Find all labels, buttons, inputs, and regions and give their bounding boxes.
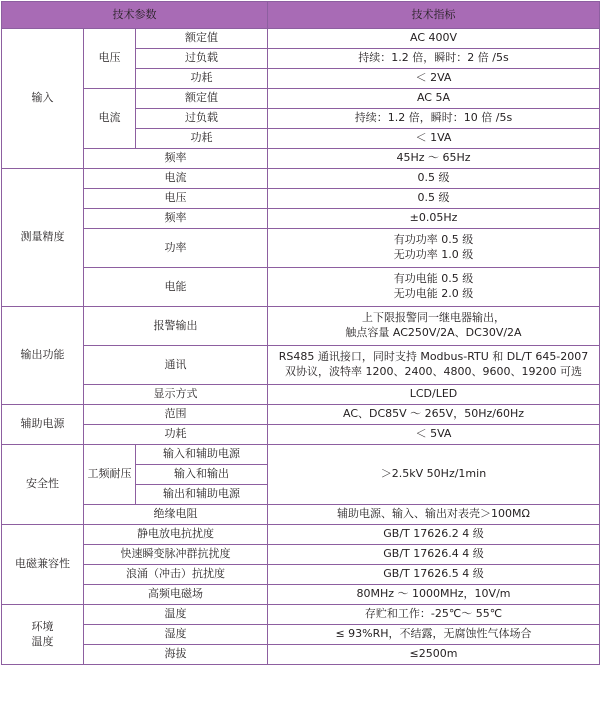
row-label-5-0-1: 快速瞬变脉冲群抗扰度 xyxy=(84,545,268,565)
row-value-2-0-0: 上下限报警同一继电器输出， 触点容量 AC250V/2A、DC30V/2A xyxy=(268,307,600,346)
row-label-4-0-0: 输入和辅助电源 xyxy=(136,445,268,465)
header-technical-parameters: 技术参数 xyxy=(2,2,268,29)
table-row xyxy=(2,385,600,405)
row-label-0-0-0: 额定值 xyxy=(136,29,268,49)
section-label-2: 输出功能 xyxy=(2,307,84,405)
table-row xyxy=(2,209,600,229)
row-value-1-0-4: 有功电能 0.5 级 无功电能 2.0 级 xyxy=(268,268,600,307)
specifications-table xyxy=(1,1,600,665)
row-label-1-0-3: 功率 xyxy=(84,229,268,268)
row-value-5-0-2: GB/T 17626.5 4 级 xyxy=(268,565,600,585)
row-label-0-1-2: 功耗 xyxy=(136,129,268,149)
table-row xyxy=(2,346,600,385)
row-value-0-2-0: 45Hz ～ 65Hz xyxy=(268,149,600,169)
row-label-0-1-1: 过负载 xyxy=(136,109,268,129)
section-label-4: 安全性 xyxy=(2,445,84,525)
row-label-1-0-4: 电能 xyxy=(84,268,268,307)
table-row xyxy=(2,505,600,525)
row-label-4-1-0: 绝缘电阻 xyxy=(84,505,268,525)
table-row xyxy=(2,405,600,425)
table-row xyxy=(2,625,600,645)
row-value-0-0-1: 持续：1.2 倍，瞬时：2 倍 /5s xyxy=(268,49,600,69)
row-label-4-0-1: 输入和输出 xyxy=(136,465,268,485)
section-label-6: 环境 温度 xyxy=(2,605,84,665)
table-row xyxy=(2,307,600,346)
table-row xyxy=(2,565,600,585)
row-value-5-0-0: GB/T 17626.2 4 级 xyxy=(268,525,600,545)
row-label-3-0-1: 功耗 xyxy=(84,425,268,445)
row-value-0-1-1: 持续：1.2 倍，瞬时：10 倍 /5s xyxy=(268,109,600,129)
row-label-5-0-2: 浪涌（冲击）抗扰度 xyxy=(84,565,268,585)
table-row xyxy=(2,445,600,465)
row-value-5-0-1: GB/T 17626.4 4 级 xyxy=(268,545,600,565)
row-value-0-1-0: AC 5A xyxy=(268,89,600,109)
table-row xyxy=(2,585,600,605)
table-row xyxy=(2,545,600,565)
table-row xyxy=(2,149,600,169)
table-row xyxy=(2,605,600,625)
row-label-2-0-2: 显示方式 xyxy=(84,385,268,405)
row-label-5-0-0: 静电放电抗扰度 xyxy=(84,525,268,545)
section-label-0: 输入 xyxy=(2,29,84,169)
group-label-0-0: 电压 xyxy=(84,29,136,89)
table-row xyxy=(2,89,600,109)
row-label-2-0-0: 报警输出 xyxy=(84,307,268,346)
table-row xyxy=(2,645,600,665)
table-header-row xyxy=(2,2,600,29)
row-value-6-0-1: ≤ 93%RH，不结露，无腐蚀性气体场合 xyxy=(268,625,600,645)
row-value-0-0-0: AC 400V xyxy=(268,29,600,49)
row-value-0-0-2: ＜ 2VA xyxy=(268,69,600,89)
row-value-1-0-0: 0.5 级 xyxy=(268,169,600,189)
section-label-1: 测量精度 xyxy=(2,169,84,307)
row-label-0-0-2: 功耗 xyxy=(136,69,268,89)
row-value-3-0-0: AC、DC85V ～ 265V，50Hz/60Hz xyxy=(268,405,600,425)
row-value-4-0-0: ＞2.5kV 50Hz/1min xyxy=(268,445,600,505)
table-row xyxy=(2,525,600,545)
row-label-1-0-2: 频率 xyxy=(84,209,268,229)
row-value-2-0-2: LCD/LED xyxy=(268,385,600,405)
table-row xyxy=(2,268,600,307)
row-value-1-0-2: ±0.05Hz xyxy=(268,209,600,229)
section-label-3: 辅助电源 xyxy=(2,405,84,445)
section-label-5: 电磁兼容性 xyxy=(2,525,84,605)
row-value-3-0-1: ＜ 5VA xyxy=(268,425,600,445)
row-label-6-0-1: 湿度 xyxy=(84,625,268,645)
row-label-2-0-1: 通讯 xyxy=(84,346,268,385)
row-value-6-0-0: 存贮和工作：-25℃～ 55℃ xyxy=(268,605,600,625)
table-row xyxy=(2,425,600,445)
table-row xyxy=(2,189,600,209)
row-value-5-0-3: 80MHz ～ 1000MHz，10V/m xyxy=(268,585,600,605)
row-label-5-0-3: 高频电磁场 xyxy=(84,585,268,605)
row-label-6-0-2: 海拔 xyxy=(84,645,268,665)
table-row xyxy=(2,229,600,268)
row-label-0-2-0: 频率 xyxy=(84,149,268,169)
row-value-0-1-2: ＜ 1VA xyxy=(268,129,600,149)
row-label-0-1-0: 额定值 xyxy=(136,89,268,109)
row-label-0-0-1: 过负载 xyxy=(136,49,268,69)
row-value-6-0-2: ≤2500m xyxy=(268,645,600,665)
group-label-0-1: 电流 xyxy=(84,89,136,149)
table-row xyxy=(2,29,600,49)
row-label-1-0-1: 电压 xyxy=(84,189,268,209)
row-label-6-0-0: 温度 xyxy=(84,605,268,625)
row-label-1-0-0: 电流 xyxy=(84,169,268,189)
header-technical-specifications: 技术指标 xyxy=(268,2,600,29)
row-value-4-1-0: 辅助电源、输入、输出对表壳＞100MΩ xyxy=(268,505,600,525)
row-label-3-0-0: 范围 xyxy=(84,405,268,425)
row-value-1-0-3: 有功功率 0.5 级 无功功率 1.0 级 xyxy=(268,229,600,268)
group-label-4-0: 工频耐压 xyxy=(84,445,136,505)
row-label-4-0-2: 输出和辅助电源 xyxy=(136,485,268,505)
row-value-2-0-1: RS485 通讯接口，同时支持 Modbus-RTU 和 DL/T 645-2007 双协议，波特率 1200、2400、4800、9600、19200 可选 xyxy=(268,346,600,385)
table-row xyxy=(2,169,600,189)
row-value-1-0-1: 0.5 级 xyxy=(268,189,600,209)
table-body xyxy=(2,29,600,665)
